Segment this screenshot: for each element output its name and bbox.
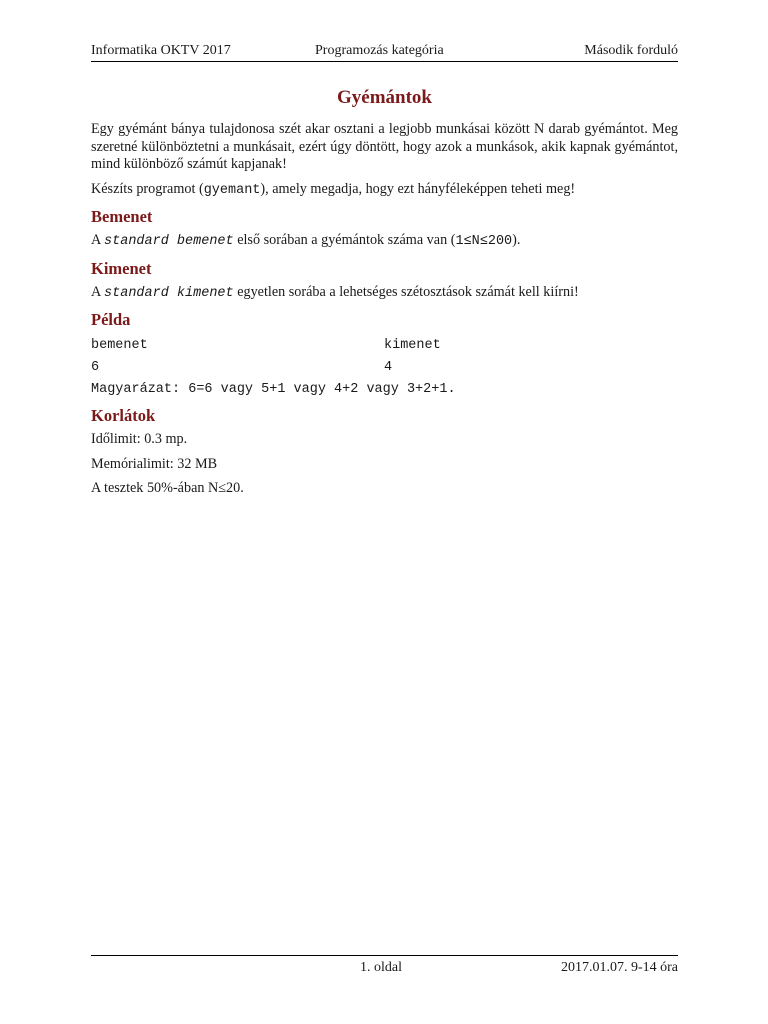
kimenet-text-rest: egyetlen sorába a lehetséges szétosztások számát kell kiírni!: [233, 283, 579, 300]
example-output-value: 4: [384, 360, 393, 375]
kimenet-paragraph: [91, 284, 678, 303]
page-header: [91, 40, 678, 62]
example-output-header: kimenet: [384, 338, 441, 353]
test-constraint: A tesztek 50%-ában N≤20.: [91, 480, 244, 496]
kimenet-stdout: standard kimenet: [104, 285, 234, 301]
task-text-before: Készíts programot (: [91, 180, 204, 197]
example-header-row: [91, 335, 678, 357]
task-paragraph: [91, 181, 678, 200]
time-limit: Időlimit: 0.3 mp.: [91, 431, 188, 447]
section-title-kimenet: Kimenet: [91, 258, 152, 278]
page-footer: [91, 955, 678, 975]
header-competition: Informatika OKTV 2017: [91, 43, 231, 58]
example-table: [91, 335, 678, 401]
intro-paragraph: Egy gyémánt bánya tulajdonosa szét akar osztani a legjobb munkásai között N darab gyémántot. Meg szeretné különböztetni a munkásait, ezért úgy döntött, hogy azok a munkások, akik kapnak gyémántot, mind különböző számút kapjanak!: [91, 121, 678, 172]
footer-date: 2017.01.07. 9-14 óra: [560, 960, 678, 975]
header-round: Második forduló: [584, 43, 678, 58]
footer-page-number: 1. oldal: [360, 960, 402, 975]
kimenet-text-a: A: [91, 283, 105, 300]
example-input-header: bemenet: [91, 338, 148, 353]
page-title: Gyémántok: [337, 87, 432, 108]
program-name: gyemant: [203, 182, 261, 198]
bemenet-text-a: A: [91, 232, 105, 248]
problem-content: [91, 121, 678, 505]
section-title-pelda: Példa: [91, 310, 131, 329]
example-input-value: 6: [91, 360, 100, 375]
header-category: Programozás kategória: [315, 43, 444, 58]
section-title-korlatok: Korlátok: [91, 406, 156, 425]
bemenet-text-mid: első sorában a gyémántok száma van (: [233, 232, 456, 248]
bemenet-constraint: 1≤N≤200: [455, 234, 513, 249]
example-value-row: [91, 357, 678, 379]
bemenet-stdin: standard bemenet: [104, 234, 234, 249]
example-explanation: Magyarázat: 6=6 vagy 5+1 vagy 4+2 vagy 3+2+1.: [91, 382, 456, 397]
bemenet-text-end: ).: [512, 232, 521, 248]
task-text-after: ), amely megadja, hogy ezt hányféleképpen teheti meg!: [260, 180, 576, 197]
bemenet-paragraph: [91, 232, 678, 251]
memory-limit: Memórialimit: 32 MB: [91, 455, 218, 472]
section-title-bemenet: Bemenet: [91, 207, 153, 226]
